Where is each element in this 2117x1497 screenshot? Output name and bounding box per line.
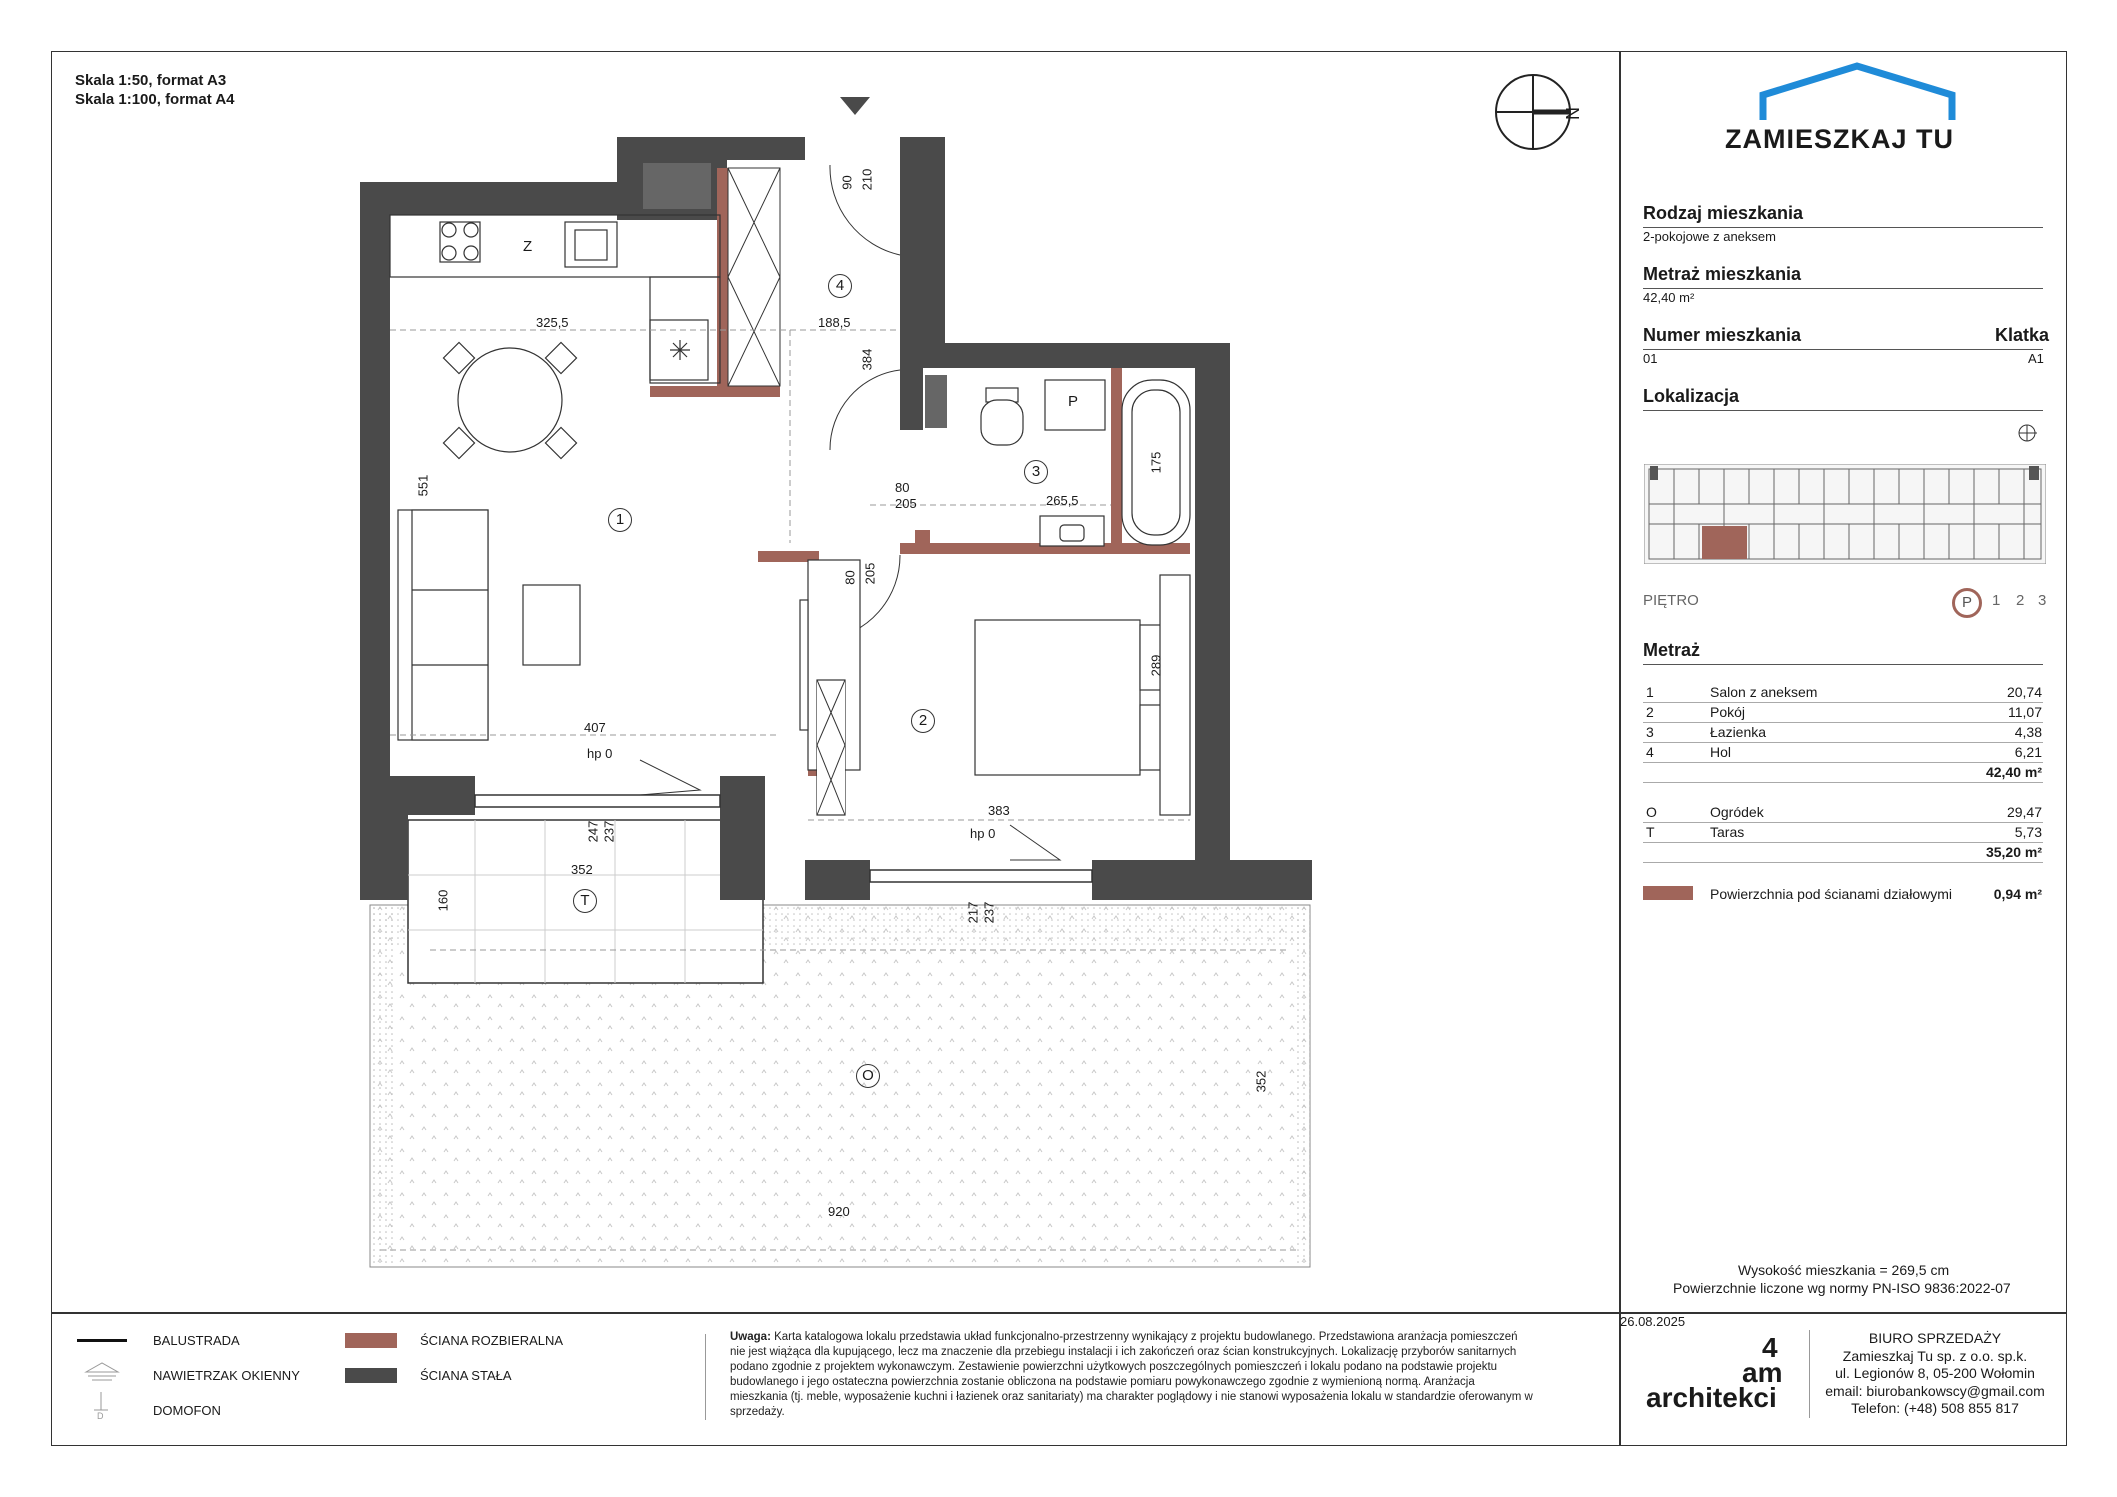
room-tag-2: 2 [911,709,935,733]
dim-label: 90 [839,175,855,190]
room-tag-1: 1 [608,508,632,532]
room-row: 3 Łazienka 4,38 [1646,724,2042,740]
divider [1643,722,2043,723]
svg-text:D: D [97,1411,104,1420]
room-row: 2 Pokój 11,07 [1646,704,2042,720]
date: 26.08.2025 [1620,1314,1686,1329]
outdoor-row: T Taras 5,73 [1646,824,2042,840]
room-row: 4 Hol 6,21 [1646,744,2042,760]
dim-label: 160 [435,889,451,912]
norm-note: Powierzchnie liczone wg normy PN-ISO 9836:2022-07 [1673,1280,2011,1296]
floor-1[interactable]: 1 [1992,592,2001,609]
room-tag-4: 4 [828,274,852,298]
domofon-icon [86,1390,116,1420]
room-row: 1 Salon z aneksem 20,74 [1646,684,2042,700]
divider [1643,227,2043,228]
architect-am: am [1742,1357,1783,1388]
scale-a3: Skala 1:50, format A3 [75,72,227,89]
rozb-swatch [345,1333,397,1348]
room-tag-t: T [573,889,597,913]
type-value: 2-pokojowe z aneksem [1643,229,1776,244]
area-value: 42,40 m² [1643,290,1695,305]
house-logo-icon [1755,62,1960,122]
divider [1643,349,2043,350]
dim-label: 188,5 [818,315,851,330]
location-label: Lokalizacja [1643,386,1740,406]
kitchen-mark: Z [523,238,533,255]
walls-label: Powierzchnia pod ścianami działowymi [1710,886,1952,902]
dim-label: 80 [842,570,858,585]
sofa [398,510,580,740]
architect-name: architekci [1646,1382,1777,1413]
hp0-label: hp 0 [970,826,996,841]
dining-table [443,342,576,458]
footer-divider-right [1619,1312,1621,1446]
location-map [1644,464,2046,564]
divider [1643,288,2043,289]
scale-a4: Skala 1:100, format A4 [75,91,235,108]
divider [1643,410,2043,411]
number-value: 01 [1643,351,1658,366]
metraz-label: Metraż [1643,640,1701,660]
dim-label: 289 [1148,654,1164,677]
divider [1643,822,2043,823]
compass-small-icon [2017,423,2039,445]
dim-label: 551 [415,474,431,497]
office-info: BIURO SPRZEDAŻY Zamieszkaj Tu sp. z o.o. sp.k. ul. Legionów 8, 05-200 Wołomin email: biurobankowscy@gmail.com Telefon: (+48) 508 855 817 [1825,1330,2045,1416]
divider [1643,762,2043,763]
legend-stala: ŚCIANA STAŁA [420,1368,512,1383]
office-divider [1809,1330,1810,1418]
dim-label: 175 [1148,451,1164,474]
floor-3[interactable]: 3 [2038,592,2047,609]
outdoor-total: 35,20 m² [1985,844,2042,860]
bedroom-furniture [800,560,1190,815]
dim-label: 80 [895,480,910,495]
divider [1643,862,2043,863]
floor-label: PIĘTRO [1643,592,1699,609]
dim-label: 325,5 [536,315,569,330]
floor-p[interactable]: P [1952,588,1982,618]
entrance-marker [840,97,870,115]
dim-label: 920 [828,1204,850,1219]
disclaimer: Uwaga: Karta katalogowa lokalu przedstawia układ funkcjonalno-przestrzenny wynikający z projektu budowlanego. Przedstawiona aranżacja pomieszczeń nie jest wiążąca dla kupującego, lecz ma znaczenie dla przebiegu instalacji i ich zakończeń oraz ścian konstrukcyjnych. Lokalizację przyborów sanitarnych podano zgodnie z projektem wykonawczym. Zestawienie powierzchni użytkowych poszczególnych pomieszczeń i lokalu podano na podstawie projektu budowlanego i jego ostateczna powierzchnia zostanie obliczona na podstawie pomiaru powykonawczego zgodnie z wymienioną normą. Aranżacja mieszkania (tj. meble, wyposażenie kuchni i łazienek oraz sanitariaty) ma charakter poglądowy i nie stanowi wyposażenia lokalu w standardzie oferowanym w sprzedaży. [730,1331,1533,1418]
rooms-total: 42,40 m² [1985,764,2042,780]
divider [1643,782,2043,783]
hall-wardrobe [728,168,780,386]
area-label: Metraż mieszkania [1643,264,1802,284]
divider [1643,702,2043,703]
brand-name: ZAMIESZKAJ TU [1725,124,1954,154]
divider [1643,842,2043,843]
bath-mark: P [1068,393,1079,410]
room-tag-o: O [856,1064,880,1088]
stala-swatch [345,1368,397,1383]
dim-label: 352 [571,862,593,877]
nawietrzak-icon [82,1360,122,1384]
type-label: Rodzaj mieszkania [1643,203,1804,223]
hp0-label: hp 0 [587,746,613,761]
stair-value: A1 [2028,351,2044,366]
dim-label: 205 [895,496,917,511]
footer-divider [51,1312,2067,1314]
compass-n: N [1563,107,1583,120]
divider [1643,664,2043,665]
height-note: Wysokość mieszkania = 269,5 cm [1738,1262,1950,1278]
stair-label: Klatka [1995,325,2050,345]
compass-icon [1496,75,1570,149]
dim-label: 352 [1253,1070,1269,1093]
floor-2[interactable]: 2 [2016,592,2025,609]
room-tag-3: 3 [1024,460,1048,484]
dim-label: 247 [585,820,601,843]
dim-label: 237 [981,901,997,924]
dim-label: 217 [965,901,981,924]
balustrada-swatch [77,1339,127,1342]
legend-nawietrzak: NAWIETRZAK OKIENNY [153,1368,300,1383]
walls-swatch [1643,886,1693,900]
legend-domofon: DOMOFON [153,1403,221,1418]
dim-label: 205 [862,562,878,585]
divider [1643,742,2043,743]
dim-label: 407 [584,720,606,735]
dim-label: 383 [988,803,1010,818]
dim-label: 265,5 [1046,493,1079,508]
architect-4: 4 [1762,1332,1778,1363]
number-label: Numer mieszkania [1643,325,1802,345]
disclaimer-divider [705,1334,706,1420]
legend-balustrada: BALUSTRADA [153,1333,240,1348]
dim-label: 210 [859,168,875,191]
sidebar-divider [1619,51,1621,1446]
legend-rozb: ŚCIANA ROZBIERALNA [420,1333,564,1348]
dim-label: 237 [601,820,617,843]
walls-value: 0,94 m² [1993,886,2042,902]
dim-label: 384 [859,348,875,371]
outdoor-row: O Ogródek 29,47 [1646,804,2042,820]
